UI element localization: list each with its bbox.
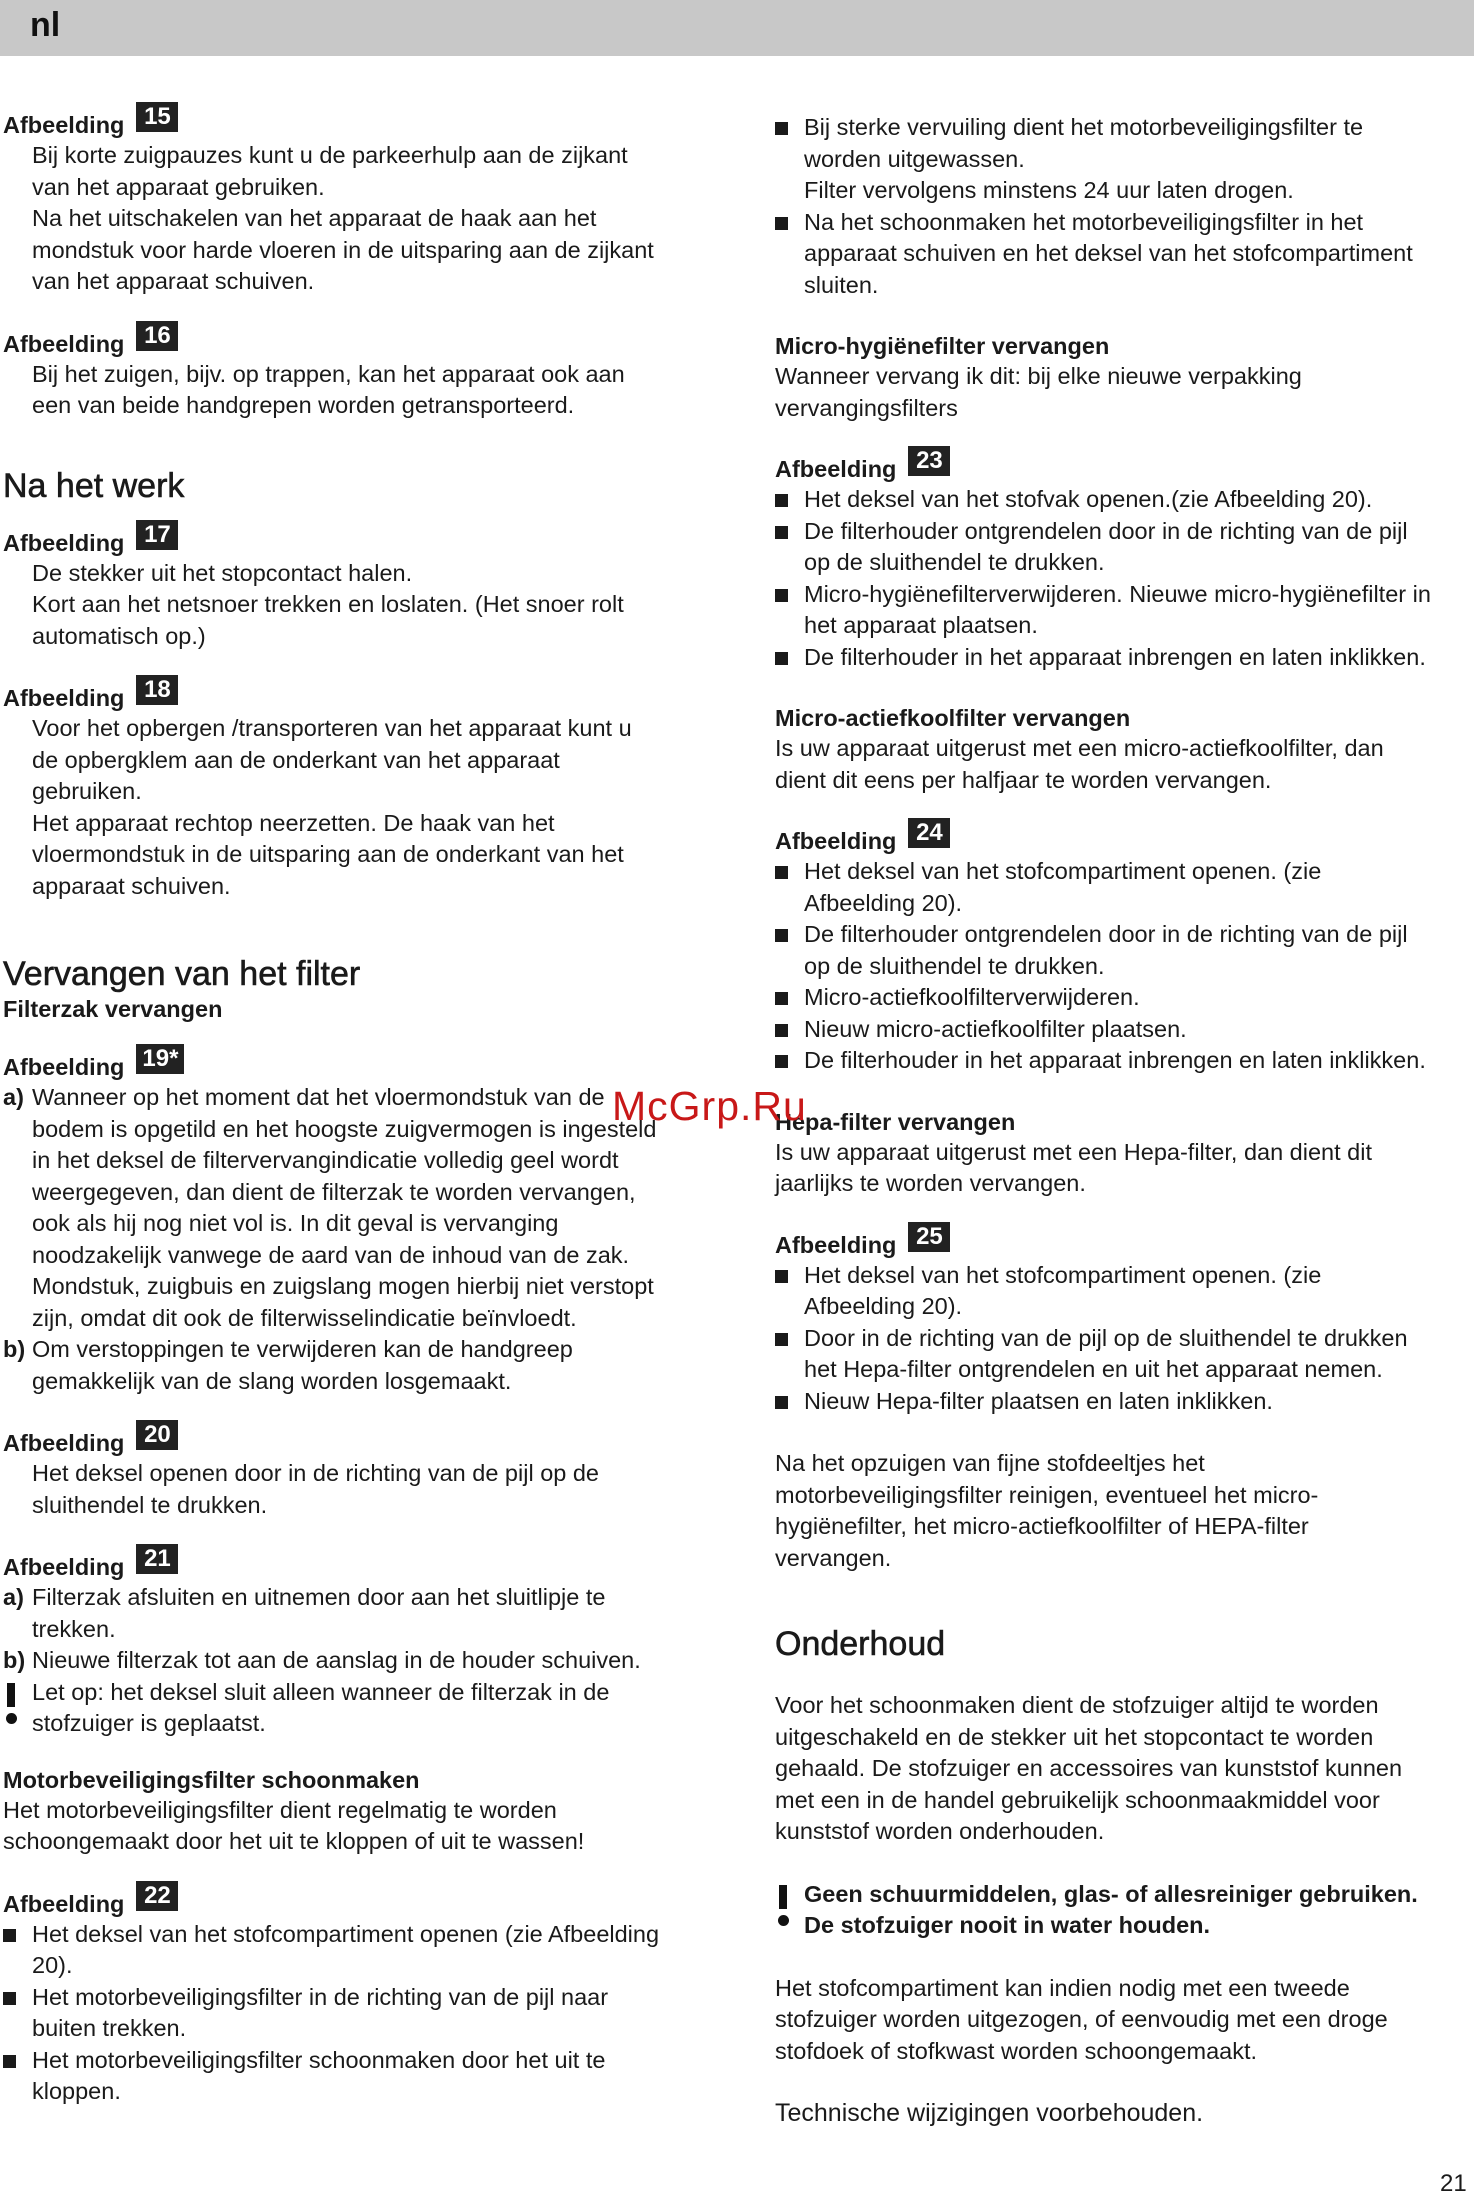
bullet-square-icon: [3, 2055, 16, 2068]
watermark-text: McGrp.Ru: [612, 1083, 807, 1129]
list-item: Het deksel van het stofcompartiment openen. (zie Afbeelding 20).: [775, 856, 1474, 919]
figure-number-badge: 21: [136, 1544, 178, 1574]
section-title-vervangen: Vervangen van het filter: [3, 955, 361, 993]
figure-number-badge: 22: [136, 1881, 178, 1911]
list-item: De filterhouder ontgrendelen door in de richting van de pijl op de sluithendel te drukken.: [775, 516, 1474, 579]
list-item: b) Nieuwe filterzak tot aan de aanslag in de houder schuiven.: [3, 1647, 641, 1673]
figure-number-badge: 15: [136, 102, 178, 132]
language-label: nl: [30, 6, 61, 44]
figure-ref-20: Afbeelding 20: [3, 1428, 703, 1458]
bullet-square-icon: [775, 1396, 788, 1409]
list-item: Nieuw Hepa-filter plaatsen en laten inklikken.: [775, 1386, 1474, 1418]
figure-ref-19: Afbeelding 19*: [3, 1052, 703, 1082]
list-item: Micro-hygiënefilterverwijderen. Nieuwe micro-hygiënefilter in het apparaat plaatsen.: [775, 579, 1474, 642]
figure-ref-24: Afbeelding 24: [775, 826, 1474, 856]
list-item: Het motorbeveiligingsfilter in de richting van de pijl naar buiten trekken.: [3, 1982, 703, 2045]
list-item: Het deksel van het stofcompartiment openen. (zie Afbeelding 20).: [775, 1260, 1474, 1323]
list-item: De filterhouder ontgrendelen door in de richting van de pijl op de sluithendel te drukken.: [775, 919, 1474, 982]
list-item: a) Filterzak afsluiten en uitnemen door aan het sluitlipje te trekken.: [3, 1584, 606, 1642]
figure-number-badge: 17: [136, 520, 178, 550]
section-title-na-het-werk: Na het werk: [3, 466, 185, 505]
list-item: Micro-actiefkoolfilterverwijderen.: [775, 982, 1474, 1014]
page-header: [0, 0, 1474, 56]
warning-icon: [3, 1677, 32, 1740]
bullet-square-icon: [775, 992, 788, 1005]
paragraph: Het motorbeveiligingsfilter dient regelmatig te worden schoongemaakt door het uit te kloppen of uit te wassen!: [3, 1796, 585, 1854]
list-item: Bij sterke vervuiling dient het motorbeveiligingsfilter te worden uitgewassen. Filter vervolgens minstens 24 uur laten drogen.: [775, 112, 1474, 207]
list-item: a) Wanneer op het moment dat het vloermondstuk van de bodem is opgetild en het hoogste zuigvermogen is ingesteld in het deksel de filtervervangindicatie volledig geel wordt weergegeven, dan dient de filterzak te worden vervangen, ook als hij nog niet vol is. In dit geval is vervanging noodzakelijk vanwege de aard van de inhoud van de zak. Mondstuk, zuigbuis en zuigslang mogen hierbij niet verstopt zijn, omdat dit ook de filterwisselindicatie beïnvloedt.: [3, 1084, 657, 1331]
list-item: Het deksel van het stofvak openen.(zie Afbeelding 20).: [775, 484, 1474, 516]
bullet-square-icon: [775, 929, 788, 942]
bullet-square-icon: [775, 122, 788, 135]
warning-note: Let op: het deksel sluit alleen wanneer de filterzak in de stofzuiger is geplaatst.: [3, 1677, 703, 1740]
paragraph: Is uw apparaat uitgerust met een Hepa-filter, dan dient dit jaarlijks te worden vervangen.: [775, 1138, 1372, 1196]
bullet-square-icon: [775, 1333, 788, 1346]
bullet-square-icon: [3, 1929, 16, 1942]
figure-ref-23: Afbeelding 23: [775, 454, 1474, 484]
disclaimer-text: Technische wijzigingen voorbehouden.: [775, 2099, 1204, 2127]
list-item: Het deksel van het stofcompartiment openen (zie Afbeelding 20).: [3, 1919, 703, 1982]
figure-ref-16: Afbeelding 16: [3, 329, 703, 359]
subsection-title-micro-hygiene: Micro-hygiënefilter vervangen: [775, 333, 1110, 359]
paragraph: Is uw apparaat uitgerust met een micro-actiefkoolfilter, dan dient dit eens per halfjaar te worden vervangen.: [775, 735, 1384, 793]
figure-number-badge: 23: [908, 446, 950, 476]
paragraph: Het stofcompartiment kan indien nodig met een tweede stofzuiger worden uitgezogen, of eenvoudig met een droge stofdoek of stofkwast worden schoongemaakt.: [775, 1974, 1388, 2064]
bullet-square-icon: [775, 1024, 788, 1037]
subsection-title-micro-actief: Micro-actiefkoolfilter vervangen: [775, 705, 1131, 731]
figure-number-badge: 18: [136, 675, 178, 705]
figure-ref-18: Afbeelding 18: [3, 683, 703, 713]
figure-ref-21: Afbeelding 21: [3, 1552, 703, 1582]
list-item: Nieuw micro-actiefkoolfilter plaatsen.: [775, 1014, 1474, 1046]
warning-note: Geen schuurmiddelen, glas- of allesreiniger gebruiken. De stofzuiger nooit in water houden.: [775, 1879, 1474, 1942]
paragraph: Het deksel openen door in de richting van de pijl op de sluithendel te drukken.: [32, 1460, 599, 1518]
bullet-square-icon: [775, 589, 788, 602]
paragraph: Wanneer vervang ik dit: bij elke nieuwe verpakking vervangingsfilters: [775, 363, 1302, 421]
figure-number-badge: 16: [136, 321, 178, 351]
bullet-square-icon: [775, 1055, 788, 1068]
left-column: [3, 103, 703, 2108]
figure-ref-15: Afbeelding 15: [3, 110, 703, 140]
subsection-title-filterzak: Filterzak vervangen: [3, 996, 223, 1022]
list-item: b) Om verstoppingen te verwijderen kan de handgreep gemakkelijk van de slang worden losgemaakt.: [3, 1336, 573, 1394]
list-item: Het motorbeveiligingsfilter schoonmaken door het uit te kloppen.: [3, 2045, 703, 2108]
bullet-square-icon: [775, 217, 788, 230]
warning-icon: [775, 1879, 804, 1942]
subsection-title-motor: Motorbeveiligingsfilter schoonmaken: [3, 1766, 420, 1793]
figure-ref-25: Afbeelding 25: [775, 1230, 1474, 1260]
bullet-square-icon: [775, 1270, 788, 1283]
list-item: De filterhouder in het apparaat inbrengen en laten inklikken.: [775, 642, 1474, 674]
figure-number-badge: 25: [908, 1222, 950, 1252]
paragraph: Voor het opbergen /transporteren van het apparaat kunt u de opbergklem aan de onderkant van het apparaat gebruiken. Het apparaat rechtop neerzetten. De haak van het vloermondstuk in de uitsparing aan de onderkant van het apparaat schuiven.: [32, 715, 632, 899]
paragraph: Bij korte zuigpauzes kunt u de parkeerhulp aan de zijkant van het apparaat gebruiken. Na het uitschakelen van het apparaat de haak aan het mondstuk voor harde vloeren in de uitsparing aan de zijkant van het apparaat schuiven.: [32, 142, 654, 294]
bullet-square-icon: [775, 526, 788, 539]
list-item: De filterhouder in het apparaat inbrengen en laten inklikken.: [775, 1045, 1474, 1077]
paragraph: De stekker uit het stopcontact halen. Kort aan het netsnoer trekken en loslaten. (Het snoer rolt automatisch op.): [32, 559, 624, 649]
bullet-square-icon: [775, 494, 788, 507]
section-title-onderhoud: Onderhoud: [775, 1625, 946, 1663]
subsection-title-hepa: Hepa-filter vervangen: [775, 1108, 1016, 1135]
list-item: Na het schoonmaken het motorbeveiligingsfilter in het apparaat schuiven en het deksel van het stofcompartiment sluiten.: [775, 207, 1474, 302]
figure-number-badge: 20: [136, 1420, 178, 1450]
bullet-square-icon: [775, 652, 788, 665]
list-item: Door in de richting van de pijl op de sluithendel te drukken het Hepa-filter ontgrendelen en uit het apparaat nemen.: [775, 1323, 1474, 1386]
figure-number-badge: 19*: [136, 1044, 184, 1074]
figure-ref-22: Afbeelding 22: [3, 1889, 703, 1919]
bullet-square-icon: [775, 866, 788, 879]
right-column: [775, 112, 1474, 2130]
page-number: 21: [1440, 2170, 1467, 2197]
paragraph: Na het opzuigen van fijne stofdeeltjes het motorbeveiligingsfilter reinigen, eventueel het micro- hygiënefilter, het micro-actiefkoolfilter of HEPA-filter vervangen.: [775, 1450, 1319, 1571]
bullet-square-icon: [3, 1992, 16, 2005]
paragraph: Voor het schoonmaken dient de stofzuiger altijd te worden uitgeschakeld en de stekker uit het stopcontact te worden gehaald. De stofzuiger en accessoires van kunststof kunnen met een in de handel gebruikelijk schoonmaakmiddel voor kunststof worden onderhouden.: [775, 1692, 1403, 1844]
figure-ref-17: Afbeelding 17: [3, 528, 703, 558]
paragraph: Bij het zuigen, bijv. op trappen, kan het apparaat ook aan een van beide handgrepen worden getransporteerd.: [32, 360, 625, 418]
figure-number-badge: 24: [908, 818, 950, 848]
